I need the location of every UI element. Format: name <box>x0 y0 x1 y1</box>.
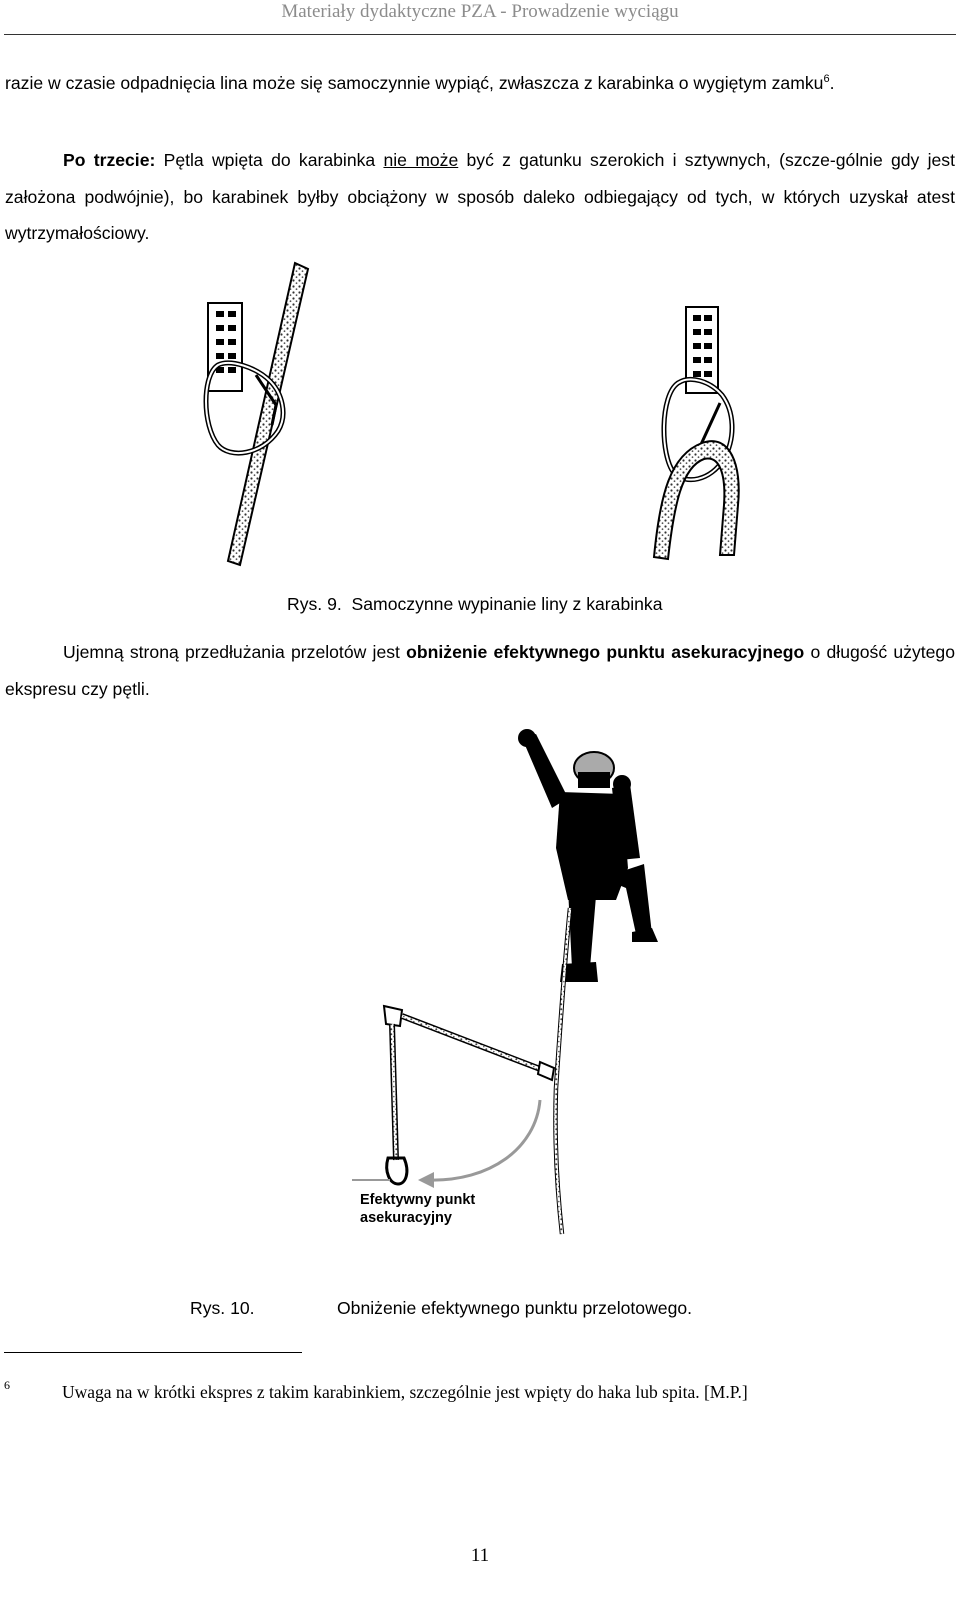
footnote-text: Uwaga na w krótki ekspres z takim karabinkiem, szczególnie jest wpięty do haka lub spita. [M.P.] <box>62 1382 748 1402</box>
caption-number: Rys. 9. <box>287 594 342 614</box>
paragraph-ujemna-strona <box>5 634 955 707</box>
paragraph-text-a: Pętla wpięta do karabinka <box>155 150 384 170</box>
paragraph-tail: . <box>829 73 835 93</box>
paragraph-text-b: o długość użytego ekspresu czy pętli. <box>5 642 956 699</box>
arrow-head-icon <box>418 1172 434 1188</box>
paragraph-lead: Po trzecie: <box>63 150 156 170</box>
effective-point-label-line2: asekuracyjny <box>360 1210 452 1226</box>
left-sling <box>208 303 242 391</box>
footnote-rule <box>4 1352 302 1353</box>
fall-arc-arrow <box>428 1100 540 1180</box>
figure-10-illustration <box>340 728 670 1248</box>
underlined-phrase: nie może <box>383 150 459 170</box>
paragraph-text-b: być z gatunku szerokich i sztywnych, (szcze-gólnie gdy jest założona podwójnie), bo karabinek byłby obciążony w sposób daleko odbiegający od tych, w których uzyskał atest wytrzymałościowy. <box>5 150 955 243</box>
page-number: 11 <box>470 1545 490 1566</box>
paragraph-po-trzecie <box>5 142 955 252</box>
running-header <box>0 0 960 36</box>
figure-10-caption-text: Obniżenie efektywnego punktu przelotowego. <box>337 1298 693 1318</box>
header-rule <box>4 34 956 35</box>
footnote-ref[interactable]: 6 <box>823 73 830 86</box>
figure-10-caption-number: Rys. 10. <box>190 1298 255 1318</box>
bold-phrase: obniżenie efektywnego punktu asekuracyjnego <box>406 642 805 662</box>
figure-9-illustration <box>190 255 770 575</box>
climber-silhouette <box>518 729 658 982</box>
paragraph-continuation <box>5 65 955 102</box>
effective-point-label-line1: Efektywny punkt <box>360 1192 476 1208</box>
figure-9-caption <box>287 592 663 616</box>
paragraph-text: razie w czasie odpadnięcia lina może się samoczynnie wypiąć, zwłaszcza z karabinka o wygiętym zamku <box>5 73 824 93</box>
paragraph-text-a: Ujemną stroną przedłużania przelotów jest <box>63 642 407 662</box>
header-title: Materiały dydaktyczne PZA - Prowadzenie wyciągu <box>281 1 679 22</box>
extended-sling <box>402 1016 554 1080</box>
footnote-number: 6 <box>4 1378 10 1392</box>
caption-text: Samoczynne wypinanie liny z karabinka <box>351 594 663 614</box>
anchor-quickdraw <box>384 1006 407 1184</box>
